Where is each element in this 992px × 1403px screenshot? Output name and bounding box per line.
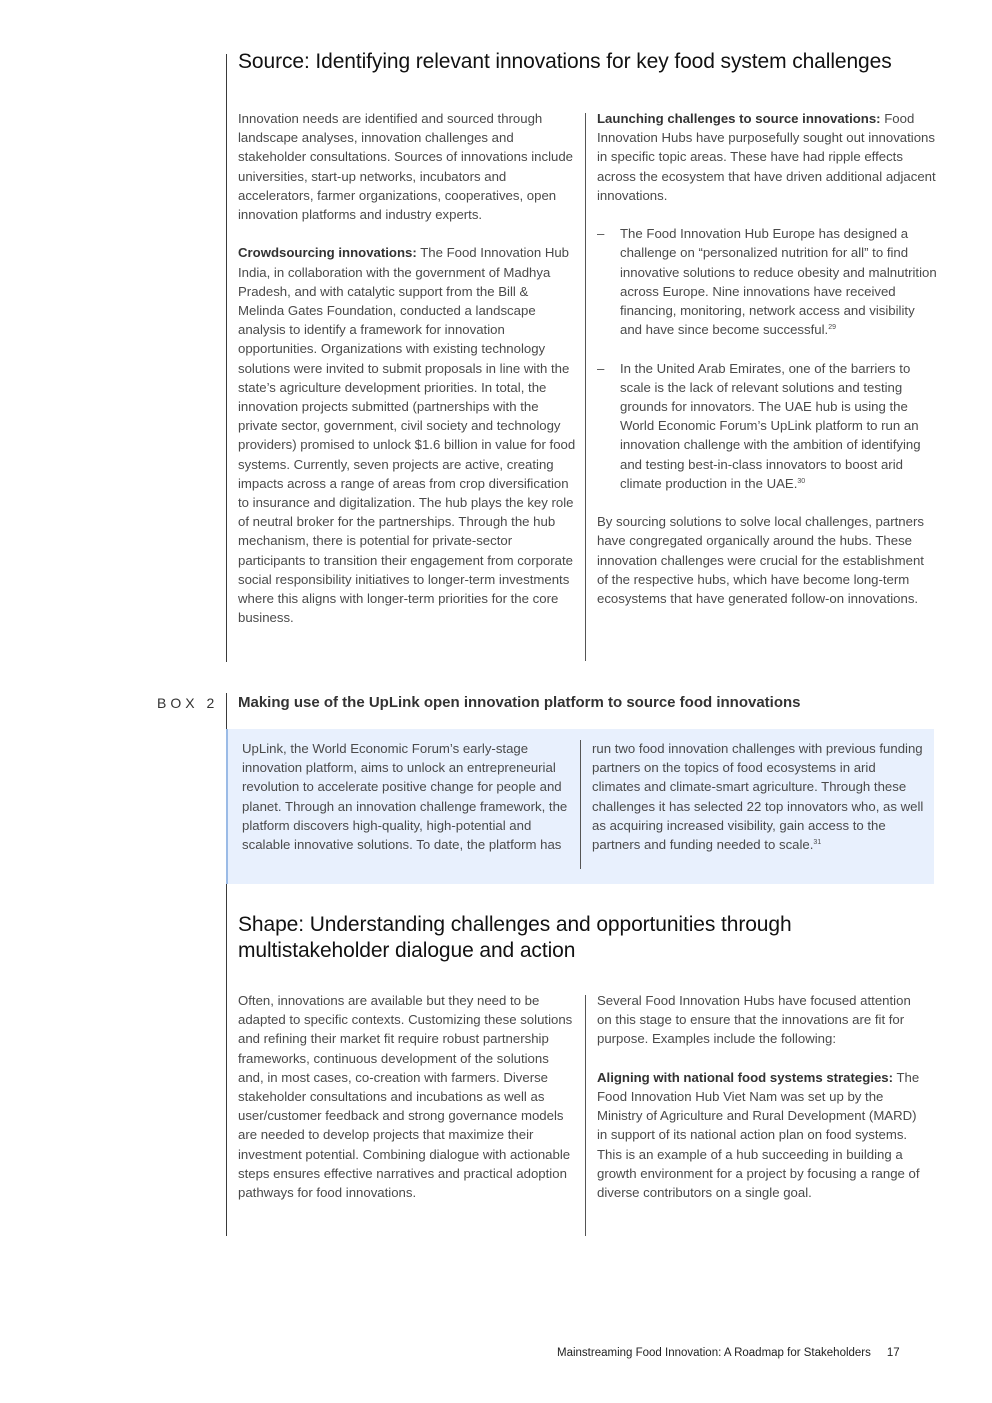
footer-title-lead: Mainstreaming Food Innovation:	[557, 1347, 722, 1359]
page-footer	[557, 1347, 900, 1359]
list-item	[597, 224, 937, 339]
box-title: Making use of the UpLink open innovation platform to source food innovations	[238, 694, 801, 711]
column-divider	[585, 995, 586, 1236]
column-divider	[585, 113, 586, 661]
paragraph	[597, 109, 937, 205]
footnote-ref: 31	[813, 839, 822, 847]
box-left-text: UpLink, the World Economic Forum’s early-stage innovation platform, aims to unlock an entrepreneurial revolution to accelerate positive change for people and planet. Through an innovation challenge framework, the platform discovers high-quality, high-potential and scalable innovative solutions. To date, the platform has	[242, 741, 568, 853]
shape-right-column	[597, 991, 927, 1202]
heading-line: multistakeholder dialogue and action	[238, 939, 576, 962]
paragraph	[597, 1068, 927, 1202]
list-item-text: The Food Innovation Hub Europe has designed a challenge on “personalized nutrition for all” to find innovative solutions to reduce obesity and malnutrition across Europe. Nine innovations have received financing, monitoring, network access and visibility and have since become successful.	[620, 226, 937, 338]
box-label: BOX 2	[157, 695, 219, 711]
paragraph: By sourcing solutions to solve local challenges, partners have congregated organically around the hubs. These innovation challenges were crucial for the establishment of the respective hubs, which have become long-term ecosystems that have generated follow-on innovations.	[597, 514, 924, 607]
source-left-column	[238, 109, 578, 627]
section-rule	[226, 54, 227, 662]
dash-marker: –	[597, 226, 605, 242]
list-item-text: In the United Arab Emirates, one of the barriers to scale is the lack of relevant solutions and testing grounds for innovators. The UAE hub is using the World Economic Forum’s UpLink platform to run an innovation challenge with the ambition of identifying and testing best-in-class innovators to boost arid climate production in the UAE.	[620, 360, 921, 491]
footer-title-rest: A Roadmap for Stakeholders	[721, 1347, 871, 1359]
list-item	[597, 359, 937, 493]
heading-line: Shape: Understanding challenges and opportunities through	[238, 913, 792, 936]
paragraph-text: The Food Innovation Hub Viet Nam was set up by the Ministry of Agriculture and Rural Development (MARD) in support of its national action plan on food systems. This is an example of a hub succeeding in building a growth environment for a project by focusing a range of diverse contributors on a single goal.	[597, 1069, 920, 1201]
paragraph: Innovation needs are identified and sourced through landscape analyses, innovation challenges and stakeholder consultations. Sources of innovations include universities, start-up networks, incubators and accelerators, farmer organizations, cooperatives, open innovation platforms and industry experts.	[238, 111, 574, 223]
paragraph: Often, innovations are available but they need to be adapted to specific contexts. Customizing these solutions and refining their market fit require robust partnership frameworks, continuous development of the solutions and, in most cases, co-creation with farmers. Diverse stakeholder consultations and incubations as well as user/customer feedback and strong governance models are needed to develop projects that maximize their investment potential. Combining dialogue with actionable steps ensures effective narratives and practical adoption pathways for food innovations.	[238, 993, 573, 1201]
paragraph-lead: Crowdsourcing innovations:	[238, 245, 417, 261]
paragraph: Several Food Innovation Hubs have focused attention on this stage to ensure that the innovations are fit for purpose. Examples include the following:	[597, 993, 911, 1047]
paragraph-text: The Food Innovation Hub India, in collaboration with the government of Madhya Pradesh, and with catalytic support from the Bill & Melinda Gates Foundation, conducted a landscape analysis to identify a framework for innovation opportunities. Organizations with existing technology solutions were invited to submit proposals in line with the state’s agriculture development priorities. In total, the innovation projects submitted (partnerships with the private sector, government, civil society and technology providers) promised to unlock $1.6 billion in value for food systems. Currently, seven projects are active, creating impacts across a range of areas from crop diversification to insurance and digitalization. The hub plays the key role of neutral broker for the partnerships. Through the hub mechanism, there is potential for private-sector participants to transition their engagement from corporate social responsibility initiatives to longer-term investments where this aligns with longer-term priorities for the core business.	[238, 245, 576, 626]
section-heading-source: Source: Identifying relevant innovations for key food system challenges	[238, 50, 892, 73]
paragraph-lead: Launching challenges to source innovations:	[597, 111, 881, 126]
paragraph	[238, 243, 578, 627]
box-right-text	[592, 739, 924, 854]
section-heading-shape	[238, 912, 792, 964]
paragraph-text: Food Innovation Hubs have purposefully sought out innovations in specific topic areas. These have had ripple effects across the ecosystem that have driven additional adjacent innovations.	[597, 111, 936, 203]
column-divider	[580, 740, 581, 869]
footnote-ref: 29	[828, 324, 836, 332]
source-right-column	[597, 109, 937, 608]
paragraph-lead: Aligning with national food systems strategies:	[597, 1069, 894, 1085]
box-right-body: run two food innovation challenges with previous funding partners on the topics of food ecosystems in arid climates and climate-smart agriculture. Through these challenges it has selected 22 top innovators who, as well as acquiring increased visibility, gain access to the partners and funding needed to scale.	[592, 741, 924, 853]
section-rule	[226, 884, 227, 1236]
footnote-ref: 30	[797, 477, 806, 485]
box-title-rule	[226, 693, 227, 729]
page-number: 17	[886, 1347, 900, 1359]
shape-left-column	[238, 991, 576, 1202]
dash-marker: –	[597, 360, 605, 376]
